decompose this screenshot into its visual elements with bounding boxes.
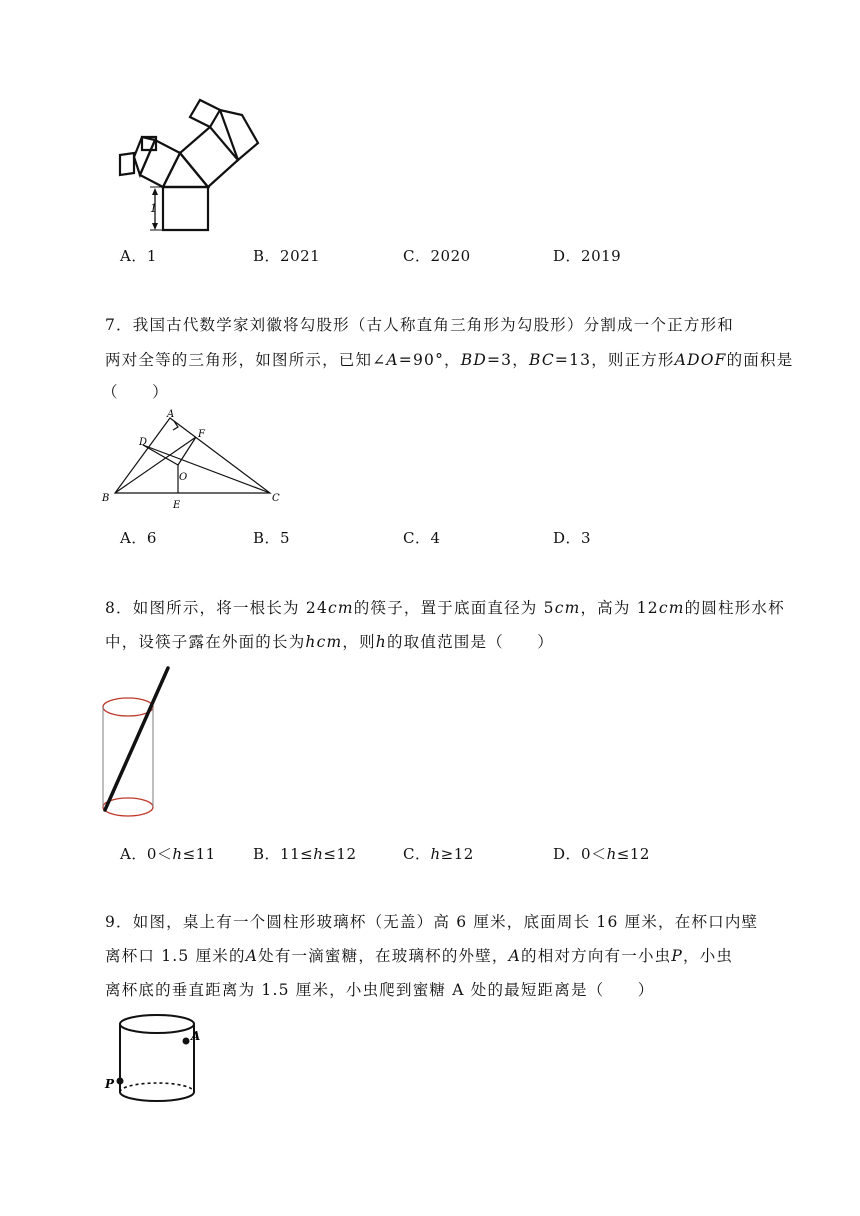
q9-stem-line-2: 离杯口 1.5 厘米的A处有一滴蜜糖，在玻璃杯的外壁，A的相对方向有一小虫P，小虫 (105, 947, 734, 965)
label-A: A (191, 1029, 201, 1043)
bottom-square (163, 187, 208, 230)
q8-stem-line-1: 8．如图所示，将一根长为 24cm的筷子，置于底面直径为 5cm，高为 12cm的圆柱形水杯 (105, 599, 785, 617)
q9-stem-line-1: 9．如图，桌上有一个圆柱形玻璃杯（无盖）高 6 厘米，底面周长 16 厘米，在杯口内壁 (105, 913, 759, 931)
label-B: B (102, 493, 110, 504)
q8-option-d[interactable]: D．0＜h≤12 (553, 845, 650, 863)
q7-stem-line-3: （ ） (102, 383, 169, 401)
q9-stem-line-3: 离杯底的垂直距离为 1.5 厘米，小虫爬到蜜糖 A 处的最短距离是（ ） (105, 981, 655, 999)
upper-square-1 (190, 100, 220, 127)
pythagoras-tree-figure (110, 95, 270, 235)
glass-cylinder-figure (100, 1010, 220, 1115)
figure-length-label: 1 (150, 202, 157, 215)
chopstick (105, 668, 168, 810)
label-F: F (198, 429, 205, 440)
q7-option-d[interactable]: D．3 (553, 529, 592, 547)
q7-option-b[interactable]: B．5 (253, 529, 291, 547)
q6-option-d[interactable]: D．2019 (553, 247, 622, 265)
q8-option-b[interactable]: B．11≤h≤12 (253, 845, 357, 863)
left-small-square-2 (120, 153, 134, 175)
q6-option-a[interactable]: A．1 (120, 247, 157, 265)
q8-stem-line-2: 中，设筷子露在外面的长为hcm，则h的取值范围是（ ） (105, 633, 554, 651)
label-O: O (179, 472, 188, 483)
upper-square-2 (220, 110, 258, 160)
cylinder-chopstick-figure (100, 665, 180, 830)
q7-option-a[interactable]: A．6 (120, 529, 157, 547)
label-E: E (173, 500, 181, 511)
q6-option-c[interactable]: C．2020 (403, 247, 471, 265)
point-P-marker (117, 1078, 124, 1085)
q7-stem-line-2: 两对全等的三角形，如图所示，已知∠A=90°，BD=3，BC=13，则正方形ADOF的面积是 (105, 351, 794, 369)
q7-option-c[interactable]: C．4 (403, 529, 441, 547)
q8-option-a[interactable]: A．0＜h≤11 (120, 845, 216, 863)
label-A: A (167, 409, 175, 420)
point-A-marker (183, 1038, 190, 1045)
triangle-figure (100, 408, 290, 513)
label-P: P (105, 1077, 115, 1091)
label-C: C (272, 493, 280, 504)
q8-option-c[interactable]: C．h≥12 (403, 845, 474, 863)
left-small-square-1 (134, 137, 155, 175)
q7-stem-line-1: 7．我国古代数学家刘徽将勾股形（古人称直角三角形为勾股形）分割成一个正方形和 (105, 316, 734, 334)
label-D: D (139, 437, 148, 448)
q6-option-b[interactable]: B．2021 (253, 247, 321, 265)
